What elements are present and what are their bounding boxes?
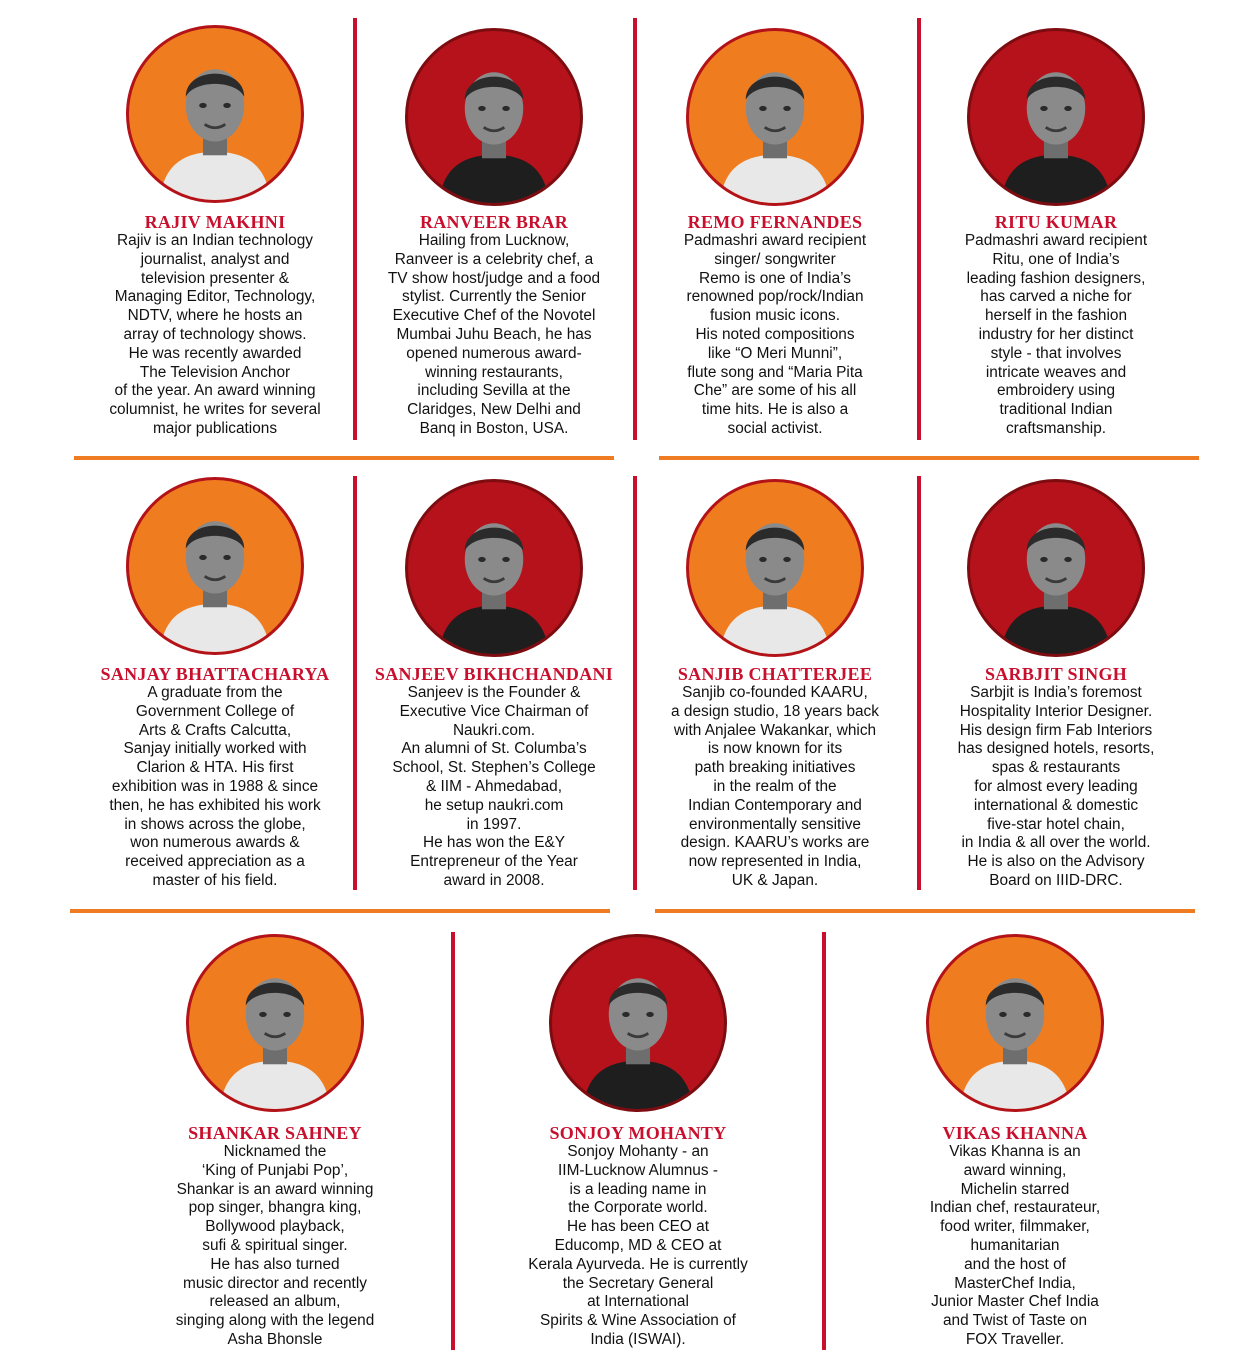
bio-line: UK & Japan. [731,871,819,889]
bio-line: flute song and “Maria Pita [687,363,863,381]
bio-line: He has won the E&Y [422,834,566,852]
profile-name: VIKAS KHANNA [942,1123,1088,1143]
bio-line: herself in the fashion [984,307,1128,325]
bio-line: School, St. Stephen’s College [392,759,596,777]
profile-card [880,0,1150,1364]
bio-line: Sanjeev is the Founder & [407,684,581,701]
bio-line: leading fashion designers, [966,269,1146,287]
bio-line: Arts & Crafts Calcutta, [138,721,292,739]
bio-line: exhibition was in 1988 & since [111,777,319,795]
bio-line: Hailing from Lucknow, [418,232,570,249]
bio-line: Ranveer is a celebrity chef, a [394,250,594,268]
bio-line: Kerala Ayurveda. He is currently [528,1255,748,1273]
profile-name: SARBJIT SINGH [984,664,1128,684]
bio-line: Ritu, one of India’s [992,250,1120,268]
bio-line: for almost every leading [974,777,1138,795]
bio-line: Asha Bhonsle [227,1330,323,1348]
bio-line: columnist, he writes for several [109,401,321,419]
profile-name: SANJAY BHATTACHARYA [100,664,330,684]
bio-line: including Sevilla at the [417,382,571,400]
bio-line: Remo is one of India’s [699,269,851,287]
bio-line: He has been CEO at [566,1218,710,1236]
bio-line: humanitarian [970,1236,1060,1254]
bio-line: Spirits & Wine Association of [540,1312,736,1330]
profile-name: SANJIB CHATTERJEE [677,664,873,684]
bio-line: Sonjoy Mohanty - an [567,1143,709,1160]
bio-line: in shows across the globe, [124,815,306,833]
bio-line: journalist, analyst and [140,250,290,268]
bio-line: Naukri.com. [452,721,536,739]
bio-line: TV show host/judge and a food [387,269,601,287]
profile-name: REMO FERNANDES [687,212,863,232]
bio-line: of the year. An award winning [114,382,316,400]
bio-line: Sanjib co-founded KAARU, [682,684,868,701]
bio-line: Shankar is an award winning [176,1180,374,1198]
bio-line: array of technology shows. [123,325,307,343]
bio-line: Che” are some of his all [693,382,857,400]
bio-line: social activist. [727,419,823,437]
bio-line: Sanjay initially worked with [123,740,307,758]
bio-line: won numerous awards & [130,834,300,852]
profile-bio [880,1143,1150,1350]
bio-line: Mumbai Juhu Beach, he has [396,325,592,343]
bio-line: international & domestic [973,796,1139,814]
person-portrait-icon [929,937,1101,1109]
bio-line: music director and recently [183,1274,367,1292]
bio-line: He was recently awarded [128,344,302,362]
bio-line: path breaking initiatives [694,759,856,777]
bio-line: major publications [152,419,278,437]
bio-line: Hospitality Interior Designer. [959,702,1153,720]
bio-line: Bollywood playback, [205,1218,345,1236]
bio-line: is a leading name in [569,1180,707,1198]
bio-line: with Anjalee Wakankar, which [673,721,877,739]
bio-line: embroidery using [996,382,1116,400]
bio-line: FOX Traveller. [965,1330,1065,1348]
bio-line: five-star hotel chain, [987,815,1125,833]
profile-name: RITU KUMAR [994,212,1118,232]
bio-line: the Corporate world. [568,1199,708,1217]
profile-card [503,0,773,1364]
bio-line: India (ISWAI). [590,1330,686,1348]
bio-line: has carved a niche for [980,288,1132,306]
bio-line: in 1997. [466,815,522,833]
bio-line: IIM-Lucknow Alumnus - [558,1161,718,1179]
bio-line: The Television Anchor [139,363,291,381]
bio-line: Rajiv is an Indian technology [117,232,313,249]
bio-line: food writer, filmmaker, [940,1218,1090,1236]
profile-portrait [549,934,727,1112]
bio-line: then, he has exhibited his work [109,796,321,814]
bio-line: Indian chef, restaurateur, [929,1199,1101,1217]
bio-line: television presenter & [141,269,289,287]
bio-line: and the host of [964,1255,1066,1273]
bio-line: fusion music icons. [709,307,841,325]
bio-line: industry for her distinct [978,325,1134,343]
bio-line: Vikas Khanna is an [949,1143,1081,1160]
profile-portrait [186,934,364,1112]
bio-line: Sarbjit is India’s foremost [970,684,1142,701]
bio-line: MasterChef India, [954,1274,1076,1292]
bio-line: released an album, [209,1293,341,1311]
bio-line: is now known for its [707,740,843,758]
person-portrait-icon [552,937,724,1109]
bio-line: singing along with the legend [175,1312,375,1330]
bio-line: craftsmanship. [1005,419,1107,437]
profile-name: SANJEEV BIKHCHANDANI [374,664,614,684]
bio-line: renowned pop/rock/Indian [686,288,864,306]
bio-line: An alumni of St. Columba’s [401,740,587,758]
bio-line: Government College of [135,702,295,720]
bio-line: Entrepreneur of the Year [410,853,578,871]
bio-line: now represented in India, [688,853,862,871]
bio-line: the Secretary General [562,1274,714,1292]
bio-line: like “O Meri Munni”, [707,344,843,362]
bio-line: Banq in Boston, USA. [419,419,569,437]
bio-line: received appreciation as a [125,853,305,871]
bio-line: Managing Editor, Technology, [114,288,316,306]
bio-line: Executive Chef of the Novotel [392,307,596,325]
bio-line: Padmashri award recipient [683,232,867,249]
bio-line: Junior Master Chef India [931,1293,1099,1311]
bio-line: winning restaurants, [425,363,563,381]
bio-line: environmentally sensitive [689,815,861,833]
bio-line: Indian Contemporary and [688,796,862,814]
bio-line: Clarion & HTA. His first [136,759,294,777]
bio-line: NDTV, where he hosts an [127,307,303,325]
bio-line: design. KAARU’s works are [680,834,870,852]
bio-line: at International [587,1293,689,1311]
profile-name: RAJIV MAKHNI [144,212,286,232]
profile-card [140,0,410,1364]
bio-line: Padmashri award recipient [964,232,1148,249]
profile-name: SHANKAR SAHNEY [188,1123,362,1143]
bio-line: he setup naukri.com [424,796,564,814]
bio-line: in the realm of the [713,777,837,795]
bio-line: style - that involves [990,344,1122,362]
bio-line: time hits. He is also a [701,401,849,419]
bio-line: & IIM - Ahmedabad, [425,777,563,795]
person-portrait-icon [189,937,361,1109]
bio-line: He has also turned [210,1255,340,1273]
profile-name: SONJOY MOHANTY [549,1123,727,1143]
profile-bio [503,1143,773,1350]
bio-line: intricate weaves and [985,363,1127,381]
bio-line: Board on IIID-DRC. [989,871,1123,889]
bio-line: pop singer, bhangra king, [188,1199,362,1217]
profile-name: RANVEER BRAR [419,212,569,232]
bio-line: spas & restaurants [991,759,1121,777]
bio-line: Michelin starred [960,1180,1070,1198]
bio-line: award winning, [963,1161,1067,1179]
bio-line: Claridges, New Delhi and [407,401,581,419]
bio-line: ‘King of Punjabi Pop’, [201,1161,349,1179]
bio-line: Nicknamed the [223,1143,327,1160]
bio-line: His noted compositions [695,325,855,343]
bio-line: Executive Vice Chairman of [399,702,589,720]
bio-line: Educomp, MD & CEO at [554,1236,722,1254]
profile-bio [140,1143,410,1350]
bio-line: award in 2008. [443,871,545,889]
bio-line: singer/ songwriter [714,250,836,268]
bio-line: has designed hotels, resorts, [957,740,1155,758]
bio-line: A graduate from the [147,684,283,701]
bio-line: His design firm Fab Interiors [959,721,1153,739]
bio-line: sufi & spiritual singer. [202,1236,348,1254]
bio-line: in India & all over the world. [961,834,1151,852]
bio-line: a design studio, 18 years back [671,702,879,720]
bio-line: master of his field. [152,871,278,889]
profile-portrait [926,934,1104,1112]
bio-line: opened numerous award- [406,344,582,362]
bio-line: stylist. Currently the Senior [402,288,586,306]
bio-line: and Twist of Taste on [942,1312,1088,1330]
bio-line: traditional Indian [999,401,1113,419]
bio-line: He is also on the Advisory [967,853,1145,871]
